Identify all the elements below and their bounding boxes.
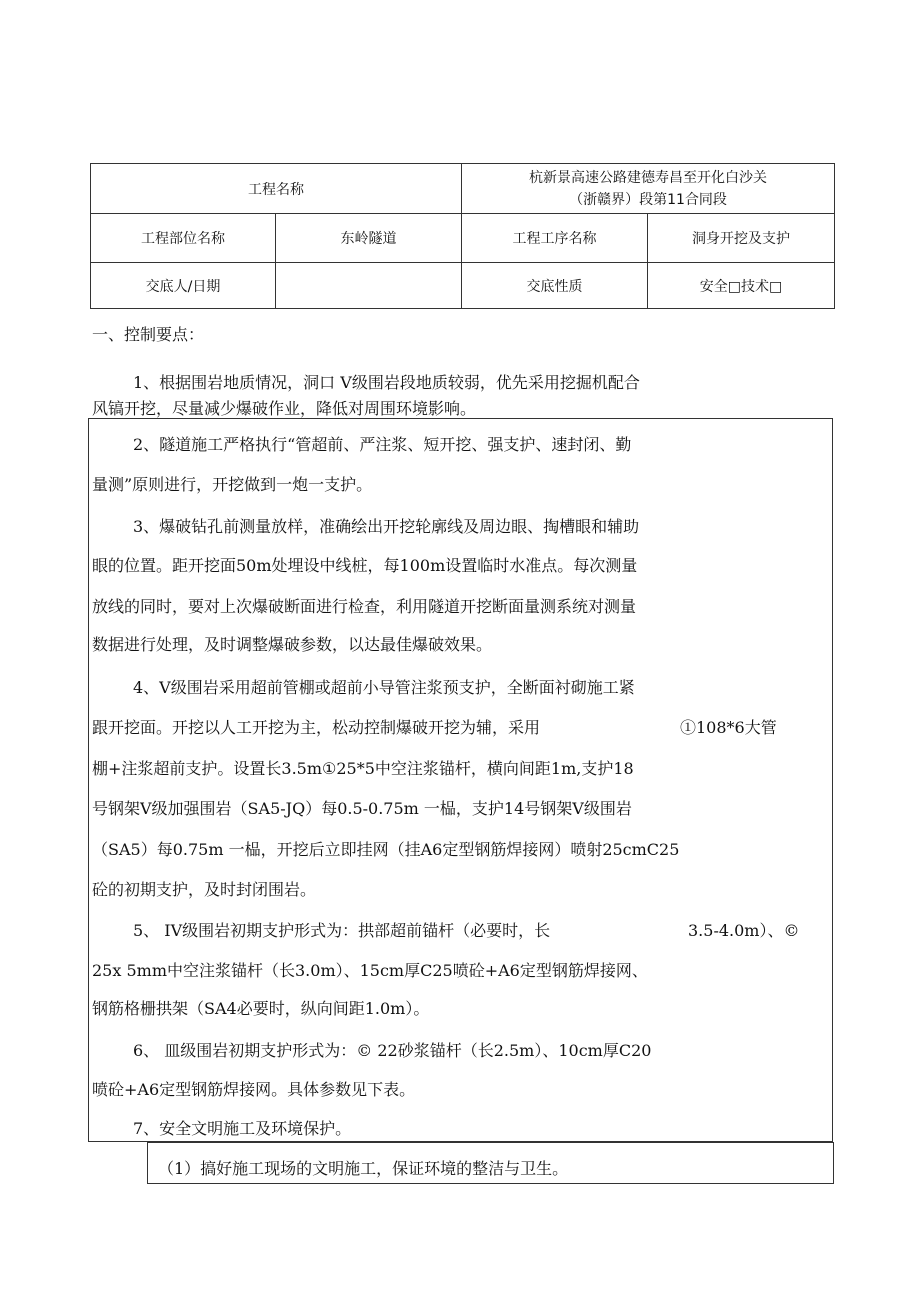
item5-line1a: 5、 IV级围岩初期支护形式为：拱部超前锚杆（必要时，长 (133, 921, 551, 940)
item1-line1: 1、根据围岩地质情况，洞口 V级围岩段地质较弱，优先采用挖掘机配合 (133, 373, 640, 392)
table-row (91, 214, 835, 263)
part-label: 工程部位名称 (91, 214, 276, 263)
project-name-line2: （浙赣界）段第11合同段 (569, 191, 727, 208)
item3-line2: 眼的位置。距开挖面50m处埋设中线桩，每100m设置临时水准点。每次测量 (92, 556, 638, 575)
item4-line4: 号钢架V级加强围岩（SA5-JQ）每0.5-0.75m 一榀，支护14号钢架V级围岩 (92, 799, 632, 818)
project-name-line1: 杭新景高速公路建德寿昌至开化白沙关 (529, 169, 767, 186)
item4-line2a: 跟开挖面。开挖以人工开挖为主，松动控制爆破开挖为辅，采用 (92, 718, 541, 737)
item2-line1: 2、隧道施工严格执行“管超前、严注浆、短开挖、强支护、速封闭、勤 (133, 435, 632, 454)
item4-line6: 砼的初期支护，及时封闭围岩。 (92, 880, 317, 899)
item3-line4: 数据进行处理，及时调整爆破参数，以达最佳爆破效果。 (92, 635, 493, 654)
item4-line3: 棚+注浆超前支护。设置长3.5m①25*5中空注浆锚杆，横向间距1m,支护18 (92, 759, 634, 778)
item5-line3: 钢筋格栅拱架（SA4必要时，纵向间距1.0m）。 (92, 999, 430, 1018)
item5-line1b: 3.5-4.0m）、© (688, 921, 800, 940)
item3-line1: 3、爆破钻孔前测量放样，准确绘出开挖轮廓线及周边眼、掏槽眼和辅助 (133, 517, 640, 536)
item7-line1: 7、安全文明施工及环境保护。 (133, 1119, 352, 1138)
part-value: 东岭隧道 (276, 214, 462, 263)
item6-line2: 喷砼+A6定型钢筋焊接网。具体参数见下表。 (92, 1080, 416, 1099)
table-row (91, 263, 835, 309)
discloser-value (276, 263, 462, 309)
project-label: 工程名称 (91, 164, 462, 214)
header-info-table (90, 163, 835, 309)
process-value: 洞身开挖及支护 (648, 214, 835, 263)
item4-line2b: ①108*6大管 (680, 718, 777, 737)
nature-value: 安全□技术□ (648, 263, 835, 309)
section-heading: 一、控制要点： (92, 325, 205, 344)
project-name (462, 164, 835, 214)
process-label: 工程工序名称 (462, 214, 648, 263)
sub-item1: （1）搞好施工现场的文明施工，保证环境的整洁与卫生。 (158, 1159, 569, 1178)
item6-line1: 6、 皿级围岩初期支护形式为：© 22砂浆锚杆（长2.5m）、10cm厚C20 (133, 1041, 652, 1060)
item1-line2: 风镐开挖，尽量减少爆破作业，降低对周围环境影响。 (92, 399, 477, 418)
discloser-label: 交底人/日期 (91, 263, 276, 309)
table-row (91, 164, 835, 214)
item4-line5: （SA5）每0.75m 一榀，开挖后立即挂网（挂A6定型钢筋焊接网）喷射25cmC25 (92, 840, 680, 859)
item2-line2: 量测”原则进行，开挖做到一炮一支护。 (92, 475, 373, 494)
item4-line1: 4、V级围岩采用超前管棚或超前小导管注浆预支护，全断面衬砌施工紧 (133, 678, 635, 697)
item3-line3: 放线的同时，要对上次爆破断面进行检查，利用隧道开挖断面量测系统对测量 (92, 597, 637, 616)
nature-label: 交底性质 (462, 263, 648, 309)
item5-line2: 25x 5mm中空注浆锚杆（长3.0m）、15cm厚C25喷砼+A6定型钢筋焊接网、 (92, 961, 648, 980)
